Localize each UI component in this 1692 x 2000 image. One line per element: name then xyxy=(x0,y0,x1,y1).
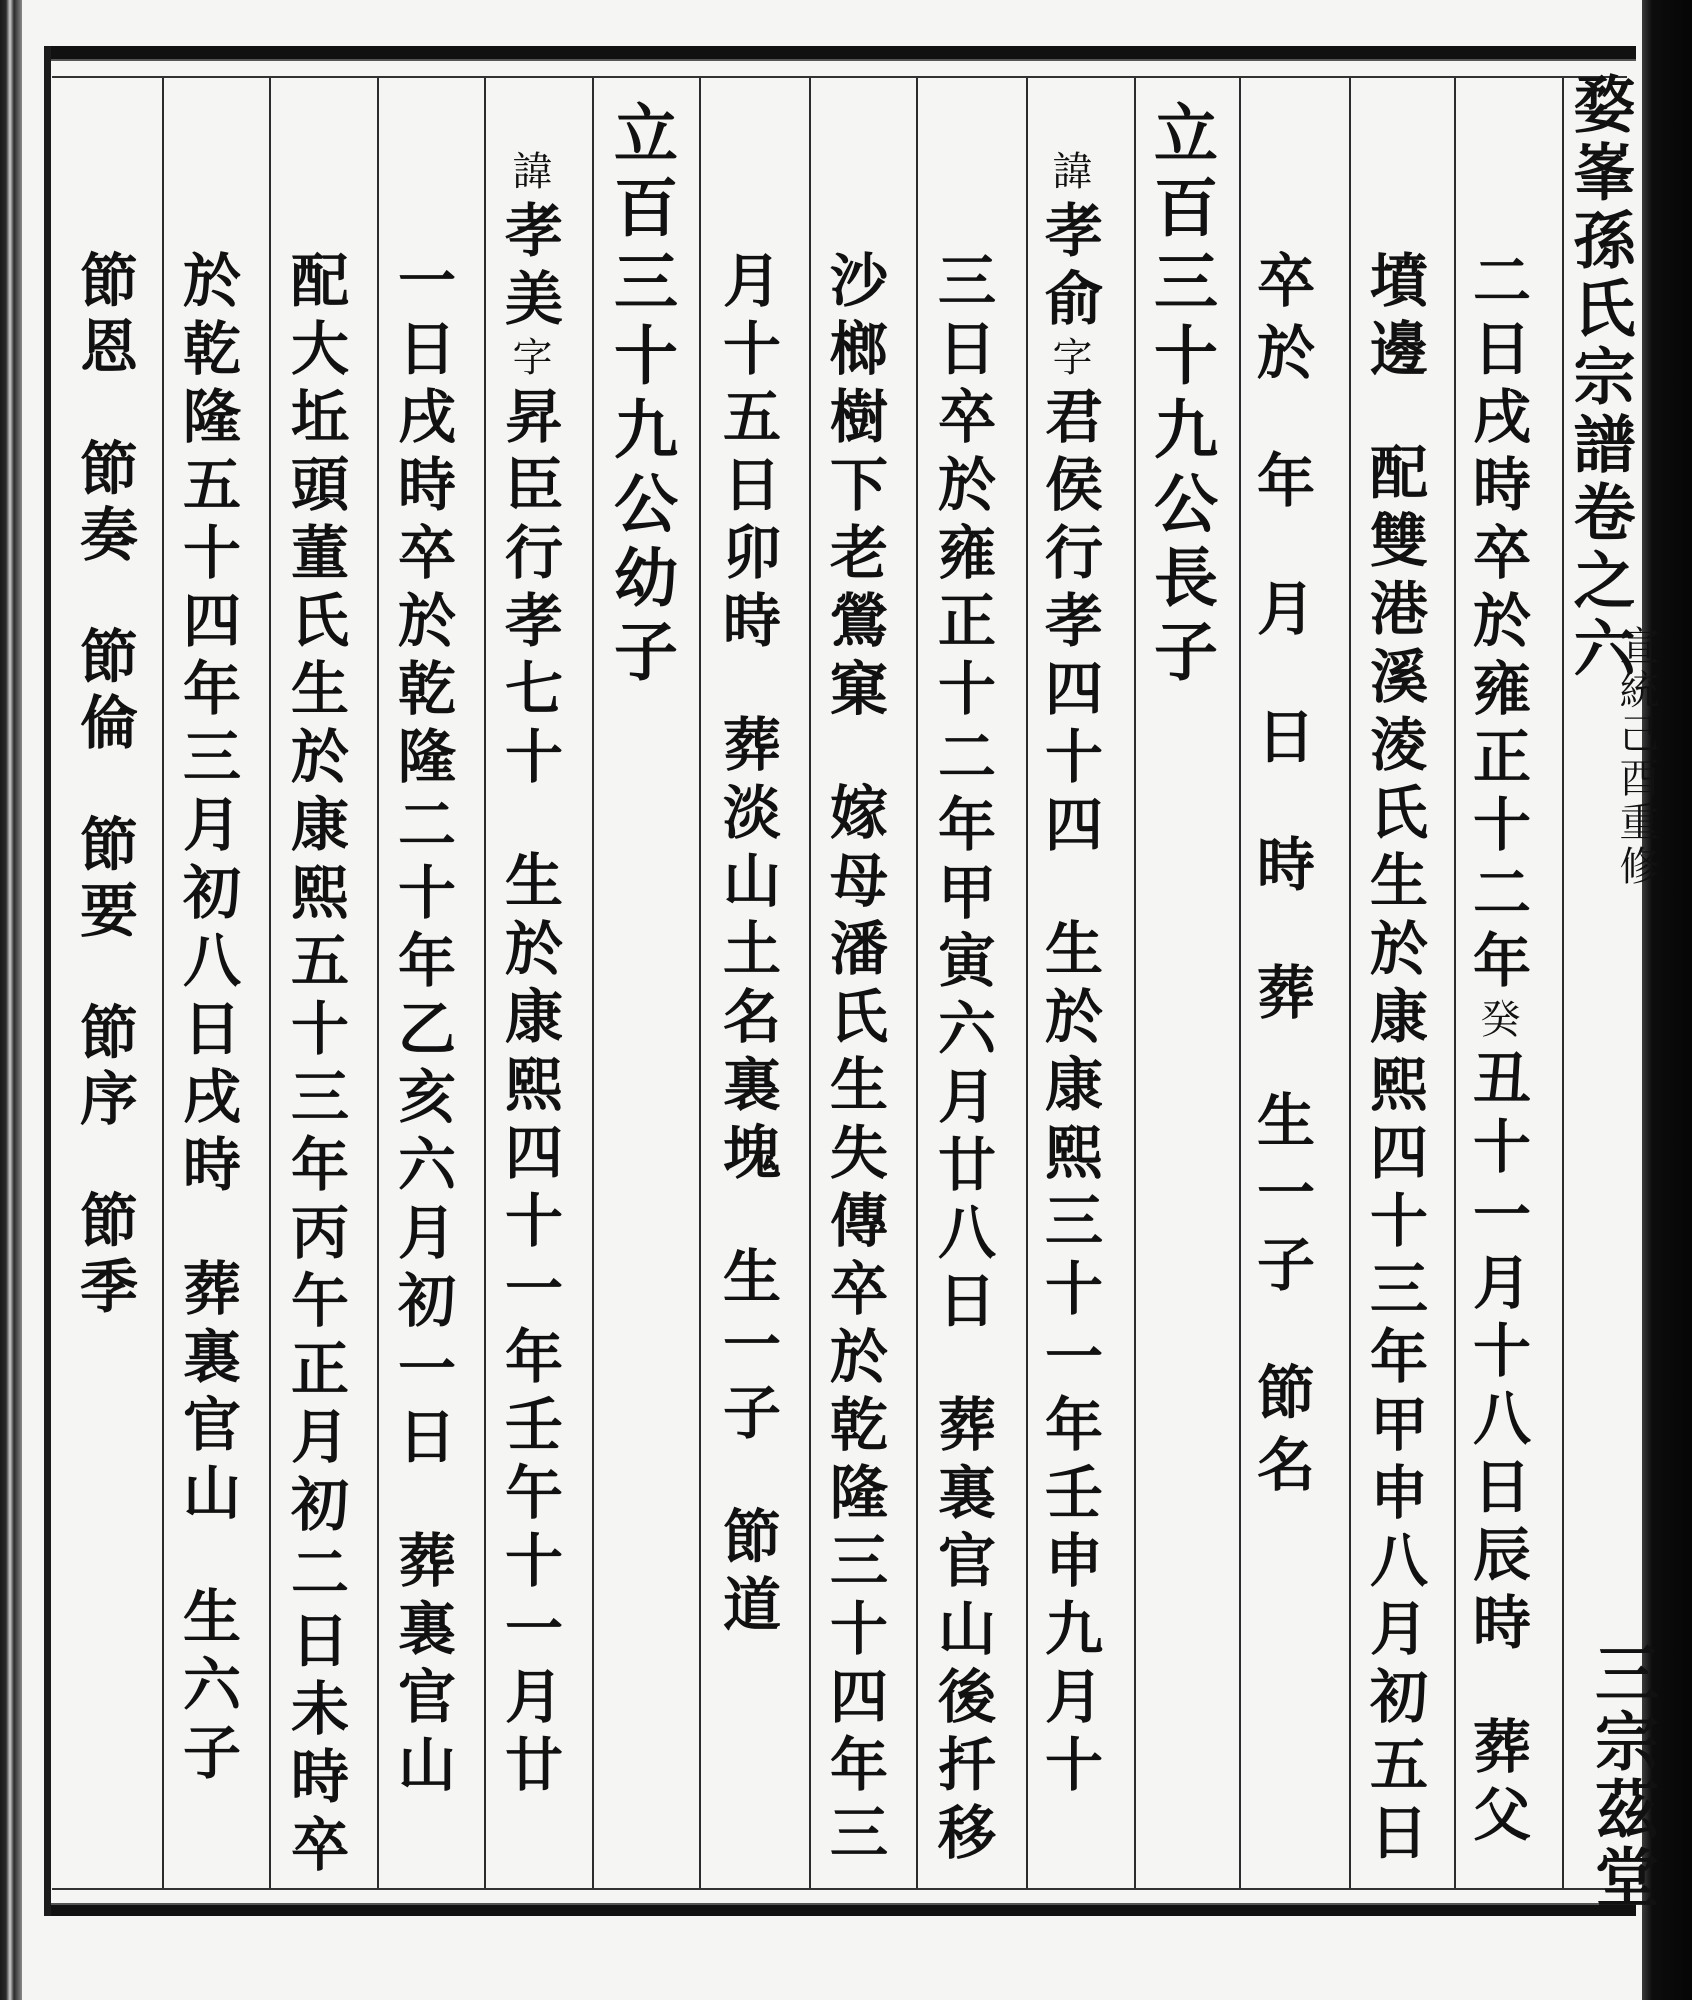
frame-left-rule xyxy=(44,46,51,1916)
column-divider xyxy=(699,78,701,1888)
column-text: 日 xyxy=(1247,706,1315,778)
text-column-14 xyxy=(70,250,138,1322)
column-text: 節倫 xyxy=(70,626,138,758)
text-column-6 xyxy=(928,250,996,1870)
column-text: 配大坵頭董氏生於康熙五十三年丙午正月初二日未時卒 xyxy=(281,250,349,1882)
text-column-12 xyxy=(281,250,349,1882)
column-text: 立百三十九公長子 xyxy=(1143,100,1218,692)
text-column-4 xyxy=(1143,100,1218,692)
column-divider xyxy=(269,78,271,1888)
column-text: 生六子 xyxy=(173,1586,241,1790)
column-divider xyxy=(1134,78,1136,1888)
column-text: 葬裏官山 xyxy=(173,1258,241,1530)
column-text: 沙榔樹下老鶯窠 xyxy=(820,250,888,726)
column-text: 時 xyxy=(1247,834,1315,906)
column-divider xyxy=(916,78,918,1888)
column-text: 葬淡山土名裏塊 xyxy=(713,714,781,1190)
text-column-13 xyxy=(173,250,241,1790)
column-text: 癸 xyxy=(1474,998,1520,1048)
book-title xyxy=(1555,72,1644,684)
column-divider xyxy=(377,78,379,1888)
column-divider xyxy=(592,78,594,1888)
column-text: 葬裏官山後扦移 xyxy=(928,1394,996,1870)
column-text: 節名 xyxy=(1247,1362,1315,1506)
text-column-3 xyxy=(1247,250,1315,1506)
column-text: 三日卒於雍正十二年甲寅六月廿八日 xyxy=(928,250,996,1338)
column-text: 諱 xyxy=(506,150,552,200)
frame-inner-bottom-rule xyxy=(52,1888,1627,1890)
text-column-10 xyxy=(495,150,563,1802)
column-divider xyxy=(1239,78,1241,1888)
text-column-9 xyxy=(603,100,678,692)
column-text: 節恩 xyxy=(70,250,138,382)
text-column-1 xyxy=(1463,250,1531,1852)
column-divider xyxy=(1026,78,1028,1888)
column-text: 立百三十九公幼子 xyxy=(603,100,678,692)
column-text: 節道 xyxy=(713,1506,781,1642)
column-text: 嫁母潘氏生失傳卒於乾隆三十四年三 xyxy=(820,782,888,1870)
column-text: 卒於 xyxy=(1247,250,1315,394)
column-text: 字 xyxy=(1046,336,1092,386)
column-text: 生於康熙四十一年壬午十一月廿 xyxy=(495,850,563,1802)
book-binding-edge-left xyxy=(0,0,22,2000)
column-text: 節奏 xyxy=(70,438,138,570)
column-text: 昇臣行孝七十 xyxy=(495,386,563,794)
column-text: 月 xyxy=(1247,578,1315,650)
column-text: 君侯行孝四十四 xyxy=(1035,386,1103,862)
text-column-11 xyxy=(388,250,456,1802)
column-divider xyxy=(1454,78,1456,1888)
column-text: 諱 xyxy=(1046,150,1092,200)
frame-bottom-rule xyxy=(44,1903,1636,1916)
column-text: 節季 xyxy=(70,1190,138,1322)
text-column-8 xyxy=(713,250,781,1642)
column-text: 二日戌時卒於雍正十二年 xyxy=(1463,250,1531,998)
column-text: 葬父 xyxy=(1463,1716,1531,1852)
column-text: 葬 xyxy=(1247,962,1315,1034)
column-text: 於乾隆五十四年三月初八日戌時 xyxy=(173,250,241,1202)
column-text: 節序 xyxy=(70,1002,138,1134)
frame-top-rule xyxy=(44,46,1636,61)
column-text: 生於康熙三十一年壬申九月十 xyxy=(1035,918,1103,1802)
column-text: 月十五日卯時 xyxy=(713,250,781,658)
column-text: 一日戌時卒於乾隆二十年乙亥六月初一日 xyxy=(388,250,456,1474)
column-divider xyxy=(809,78,811,1888)
book-title-text: 婺峯孫氏宗譜 xyxy=(1563,72,1636,480)
column-divider xyxy=(484,78,486,1888)
column-text: 孝美 xyxy=(495,200,563,336)
column-text: 字 xyxy=(506,336,552,386)
column-text: 墳邊 xyxy=(1360,250,1428,386)
volume-number: 卷之六 xyxy=(1563,480,1636,684)
column-text: 生一子 xyxy=(713,1246,781,1450)
column-divider xyxy=(1349,78,1351,1888)
column-divider xyxy=(162,78,164,1888)
column-text: 節要 xyxy=(70,814,138,946)
text-column-7 xyxy=(820,250,888,1870)
hall-name: 三宗茲堂 xyxy=(1584,1640,1659,1912)
text-column-5 xyxy=(1035,150,1103,1802)
column-text: 生一子 xyxy=(1247,1090,1315,1306)
column-text: 年 xyxy=(1247,450,1315,522)
column-text: 孝俞 xyxy=(1035,200,1103,336)
text-column-2 xyxy=(1360,250,1428,1870)
frame-inner-top-rule xyxy=(52,76,1627,78)
column-text: 丑十一月十八日辰時 xyxy=(1463,1048,1531,1660)
edition-note: 宣統己酉重修 xyxy=(1613,625,1659,889)
column-text: 配雙港溪淩氏生於康熙四十三年甲申八月初五日 xyxy=(1360,442,1428,1870)
column-text: 葬裏官山 xyxy=(388,1530,456,1802)
